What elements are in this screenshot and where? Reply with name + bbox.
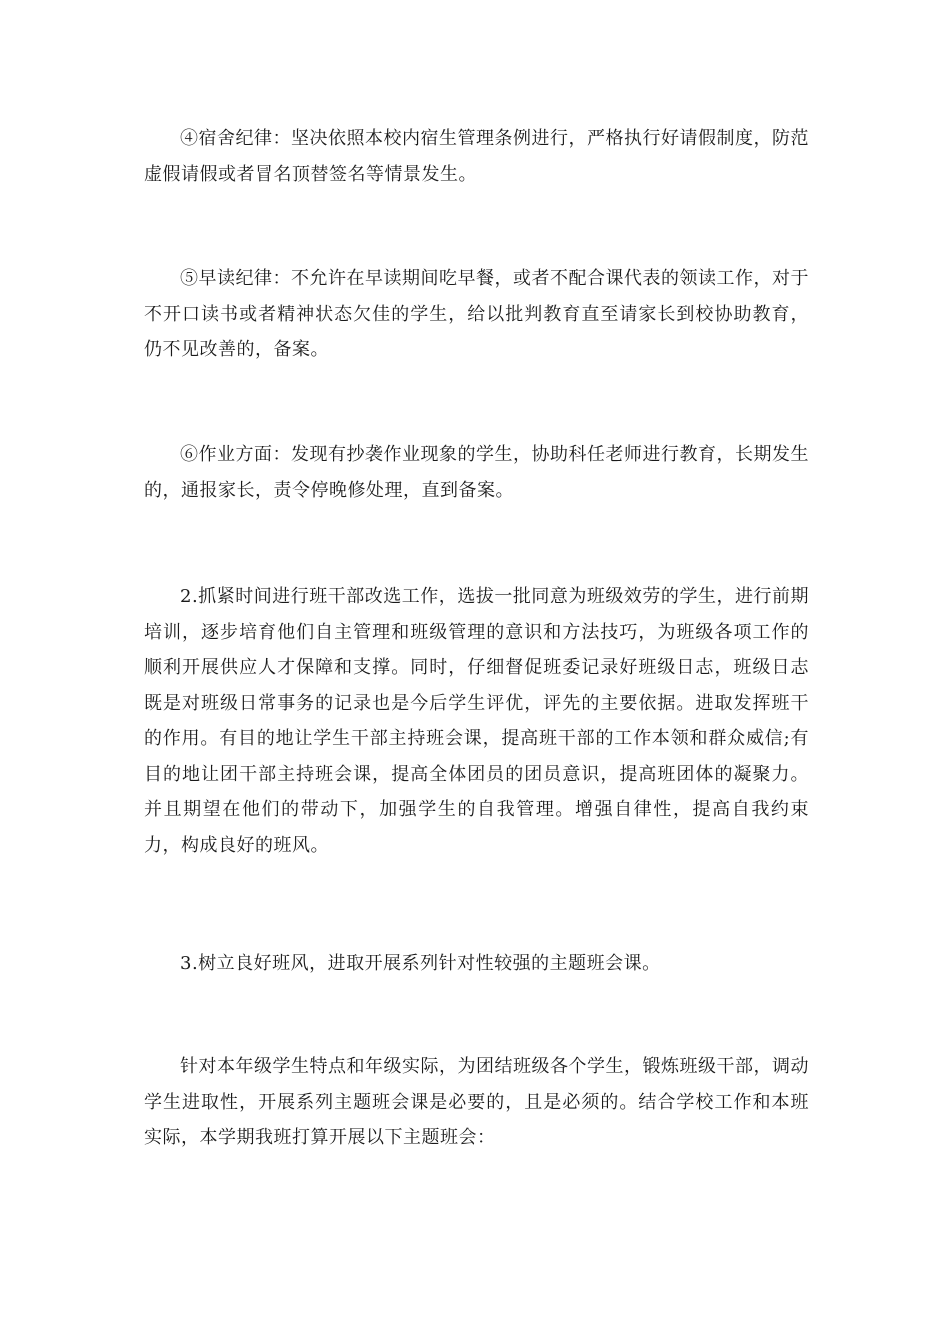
- paragraph-morning-reading-discipline: ⑤早读纪律：不允许在早读期间吃早餐，或者不配合课代表的领读工作，对于不开口读书或者精神状态欠佳的学生，给以批判教育直至请家长到校协助教育，仍不见改善的，备案。: [144, 268, 809, 360]
- paragraph-homework: ⑥作业方面：发现有抄袭作业现象的学生，协助科任老师进行教育，长期发生的，通报家长，责令停晚修处理，直到备案。: [144, 444, 809, 501]
- paragraph-dormitory-discipline: ④宿舍纪律：坚决依照本校内宿生管理条例进行，严格执行好请假制度，防范虚假请假或者冒名顶替签名等情景发生。: [144, 128, 809, 185]
- paragraph-theme-class-meetings: 针对本年级学生特点和年级实际，为团结班级各个学生，锻炼班级干部，调动学生进取性，开展系列主题班会课是必要的，且是必须的。结合学校工作和本班实际，本学期我班打算开展以下主题班会：: [144, 1056, 809, 1148]
- paragraph-class-style-heading: 3.树立良好班风，进取开展系列针对性较强的主题班会课。: [180, 953, 661, 974]
- paragraph-class-cadre-election: 2.抓紧时间进行班干部改选工作，选拔一批同意为班级效劳的学生，进行前期培训，逐步培育他们自主管理和班级管理的意识和方法技巧，为班级各项工作的顺利开展供应人才保障和支撑。同时，仔细督促班委记录好班级日志，班级日志既是对班级日常事务的记录也是今后学生评优，评先的主要依据。进取发挥班干的作用。有目的地让学生干部主持班会课，提高班干部的工作本领和群众威信;有目的地让团干部主持班会课，提高全体团员的团员意识，提高班团体的凝聚力。并且期望在他们的带动下，加强学生的自我管理。增强自律性，提高自我约束力，构成良好的班风。: [144, 586, 809, 856]
